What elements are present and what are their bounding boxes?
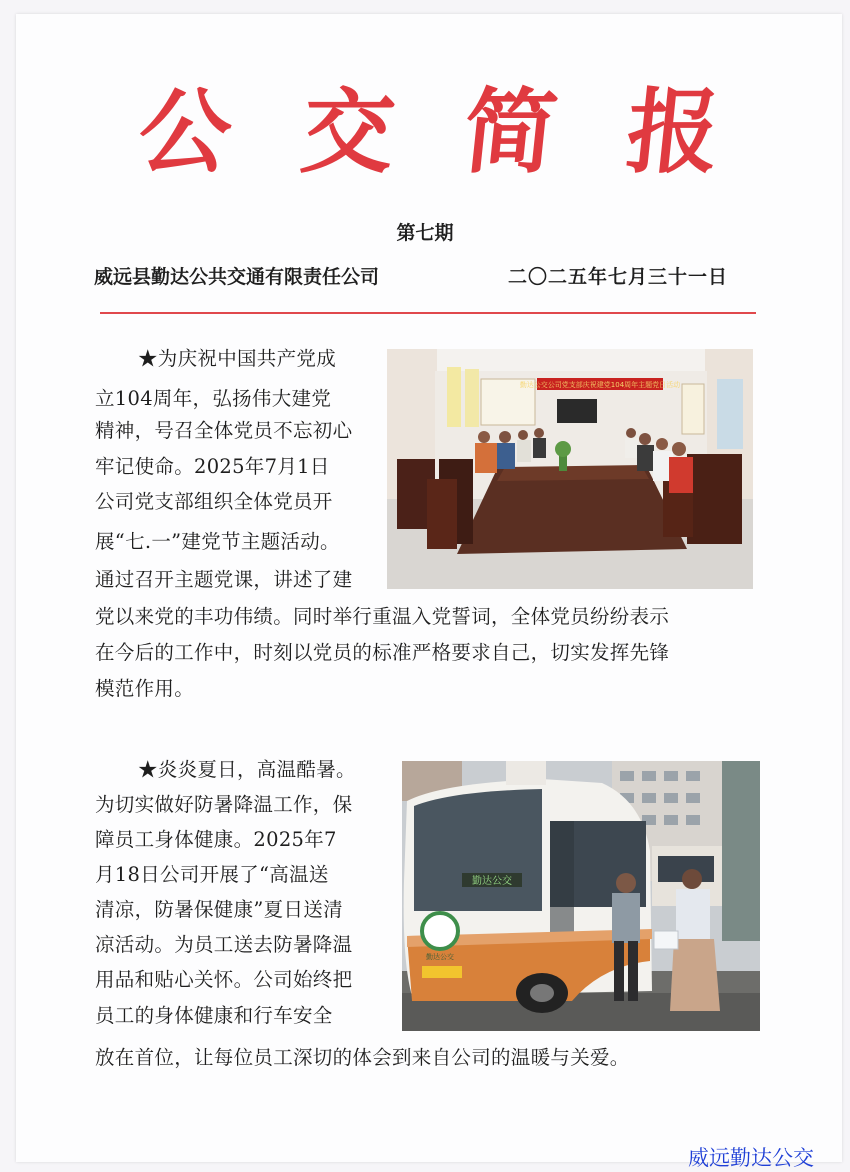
masthead-char: 报 bbox=[621, 78, 725, 186]
meeting-banner-text: 勤达公交公司党支部庆祝建党104周年主题党日活动 bbox=[519, 381, 681, 389]
masthead-char: 简 bbox=[458, 78, 563, 186]
source-watermark: 威远勤达公交 bbox=[688, 1146, 814, 1170]
article2-line: 为切实做好防暑降温工作，保 bbox=[95, 793, 353, 816]
issue-number: 第七期 bbox=[396, 222, 454, 244]
meeting-photo-illustration bbox=[387, 349, 753, 589]
bus-photo bbox=[402, 761, 760, 1031]
article1-line: 展“七.一”建党节主题活动。 bbox=[95, 530, 340, 553]
article2-line: 凉活动。为员工送去防暑降温 bbox=[95, 933, 353, 956]
article1-line: 公司党支部组织全体党员开 bbox=[95, 490, 333, 513]
meeting-photo bbox=[387, 349, 753, 589]
article2-line: 清凉，防暑保健康”夏日送清 bbox=[95, 898, 343, 921]
article1-line: 牢记使命。2025年7月1日 bbox=[95, 455, 330, 478]
issue-date: 二〇二五年七月三十一日 bbox=[508, 266, 729, 288]
article1-line: ★为庆祝中国共产党成 bbox=[138, 347, 337, 370]
bus-sign-text: 勤达公交 bbox=[472, 876, 512, 887]
article1-line: 模范作用。 bbox=[95, 677, 195, 700]
bus-photo-illustration bbox=[402, 761, 760, 1031]
article1-line: 在今后的工作中，时刻以党员的标准严格要求自己，切实发挥先锋 bbox=[95, 641, 670, 664]
article2-line: 障员工身体健康。2025年7 bbox=[95, 828, 337, 851]
article1-line: 通过召开主题党课，讲述了建 bbox=[95, 568, 353, 591]
article2-line: 放在首位，让每位员工深切的体会到来自公司的温暖与关爱。 bbox=[95, 1046, 630, 1069]
masthead-char: 公 bbox=[133, 78, 237, 186]
masthead-char: 交 bbox=[296, 78, 400, 186]
header-divider bbox=[100, 312, 756, 314]
article2-line: ★炎炎夏日，高温酷暑。 bbox=[138, 758, 356, 781]
article1-line: 立104周年，弘扬伟大建党 bbox=[95, 387, 332, 410]
company-name: 威远县勤达公共交通有限责任公司 bbox=[94, 266, 380, 288]
article2-line: 月18日公司开展了“高温送 bbox=[95, 863, 329, 886]
bus-logo-text: 勤达公交 bbox=[426, 953, 454, 961]
article1-line: 精神，号召全体党员不忘初心 bbox=[95, 419, 353, 442]
masthead-title bbox=[133, 70, 725, 186]
article2-line: 用品和贴心关怀。公司始终把 bbox=[95, 968, 353, 991]
article2-line: 员工的身体健康和行车安全 bbox=[95, 1004, 333, 1027]
article1-line: 党以来党的丰功伟绩。同时举行重温入党誓词，全体党员纷纷表示 bbox=[95, 605, 670, 628]
